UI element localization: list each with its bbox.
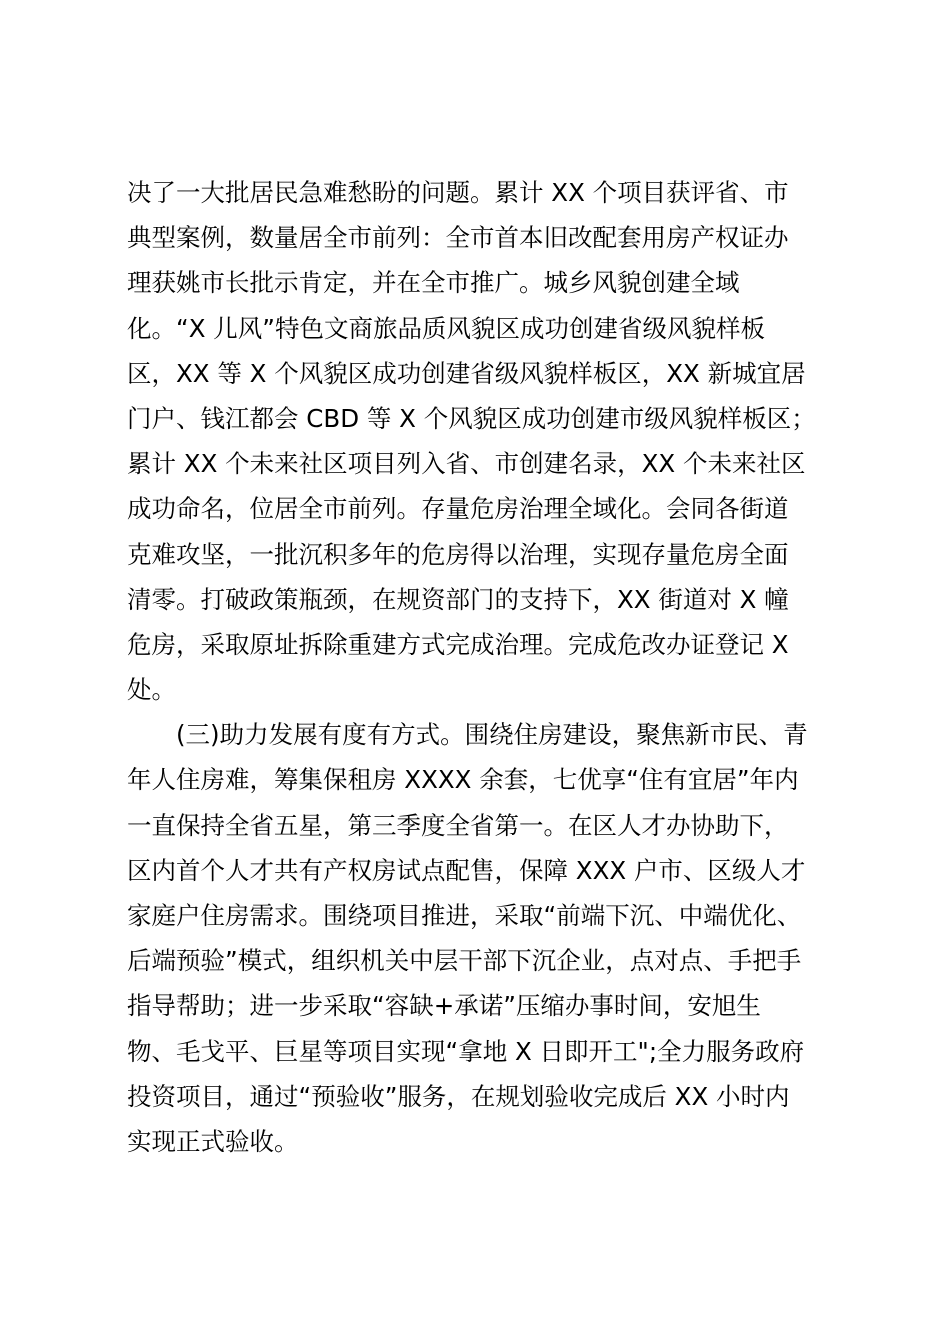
text-line: 实现正式验收。 [127,1126,299,1156]
text-line: 克难攻坚，一批沉积多年的危房得以治理，实现存量危房全面 [127,539,789,569]
text-line: (三)助力发展有度有方式。围绕住房建设，聚焦新市民、青 [127,720,808,750]
text-line: 区内首个人才共有产权房试点配售，保障 XXX 户市、区级人才 [127,855,806,885]
text-line: 投资项目，通过“预验收”服务，在规划验收完成后 XX 小时内 [127,1081,790,1111]
text-line: 后端预验”模式，组织机关中层干部下沉企业，点对点、手把手 [127,946,802,976]
text-line: 年人住房难，筹集保租房 XXXX 余套，七优享“住有宜居”年内 [127,765,799,795]
text-line: 累计 XX 个未来社区项目列入省、市创建名录，XX 个未来社区 [127,449,806,479]
text-line: 家庭户住房需求。围绕项目推进，采取“前端下沉、中端优化、 [127,901,802,930]
text-line: 理获姚市长批示肯定，并在全市推广。城乡风貌创建全域 [127,268,740,298]
body-text [127,170,847,1164]
text-line: 决了一大批居民急难愁盼的问题。累计 XX 个项目获评省、市 [127,178,789,207]
text-line: 指导帮助；进一步采取“容缺+承诺”压缩办事时间，安旭生 [127,991,761,1021]
text-line: 危房，采取原址拆除重建方式完成治理。完成危改办证登记 X [127,629,789,659]
text-line: 处。 [127,675,176,705]
text-line: 化。“X 儿风”特色文商旅品质风貌区成功创建省级风貌样板 [127,313,765,343]
text-line: 一直保持全省五星，第三季度全省第一。在区人才办协助下， [127,810,789,840]
text-line: 清零。打破政策瓶颈，在规资部门的支持下，XX 街道对 X 幢 [127,584,789,614]
text-line: 门户、钱江都会 CBD 等 X 个风貌区成功创建市级风貌样板区； [127,403,816,433]
text-line: 区，XX 等 X 个风貌区成功创建省级风貌样板区，XX 新城宜居 [127,358,806,388]
text-line: 物、毛戈平、巨星等项目实现“拿地 X 日即开工";全力服务政府 [127,1036,805,1066]
text-line: 典型案例，数量居全市前列：全市首本旧改配套用房产权证办 [127,223,789,253]
text-line: 成功命名，位居全市前列。存量危房治理全域化。会同各街道 [127,494,789,524]
